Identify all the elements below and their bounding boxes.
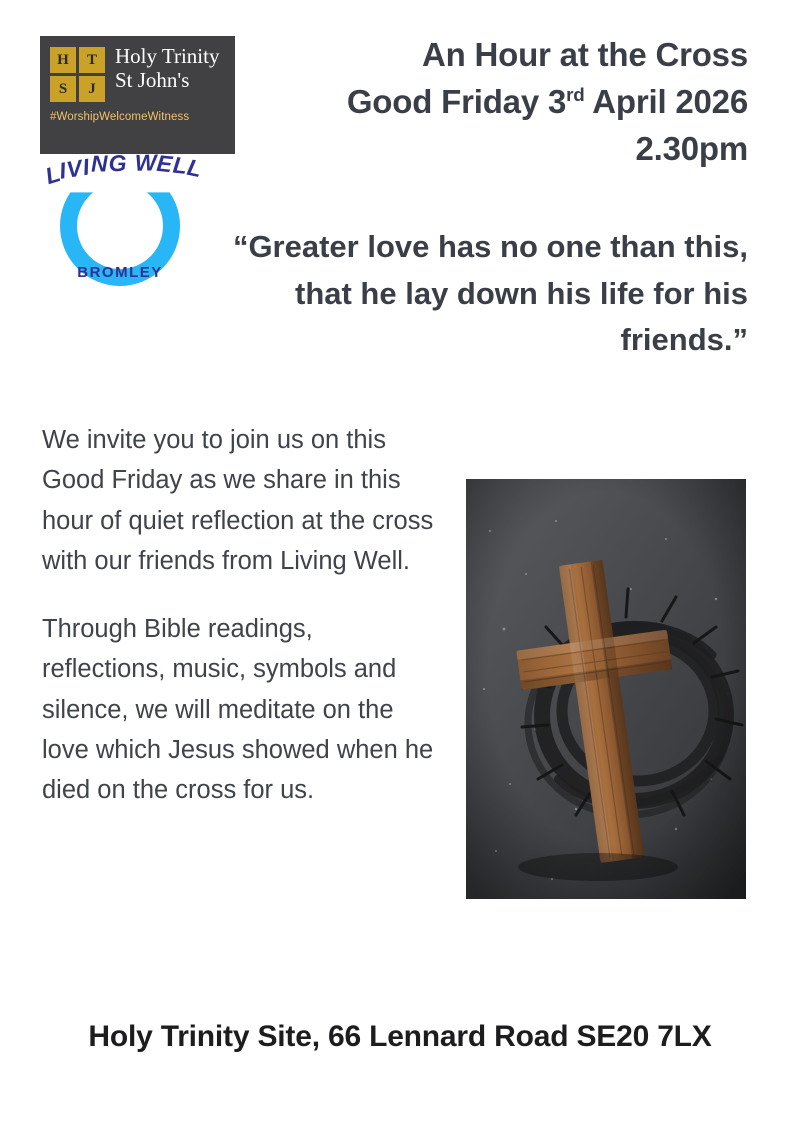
title-line-3-time: 2.30pm (635, 129, 748, 167)
venue-address: Holy Trinity Site, 66 Lennard Road SE20 7LX (88, 1020, 712, 1053)
body-paragraph-1: We invite you to join us on this Good Friday as we share in this hour of quiet reflection at the cross with our friends from Living Well. (42, 426, 434, 575)
title-date-prefix: Good Friday 3 (346, 82, 567, 120)
htsj-letter-h: H (50, 47, 76, 73)
poster-title (228, 32, 748, 173)
htsj-letter-j: J (79, 76, 105, 102)
body-paragraph-2: Through Bible readings, reflections, music, symbols and silence, we will meditate on the love which Jesus showed when he died on the cross for us. (42, 615, 434, 805)
htsj-hashtag: #WorshipWelcomeWitness (50, 111, 190, 123)
title-date-suffix: April 2026 (584, 82, 748, 120)
holy-trinity-st-johns-logo (40, 36, 235, 154)
title-date-ordinal: rd (566, 83, 585, 105)
htsj-letter-grid (50, 47, 105, 102)
living-well-bromley-logo (42, 149, 205, 292)
scripture-quote: “Greater love has no one than this, that he lay down his life for his friends.” (232, 229, 748, 357)
htsj-church-name (115, 44, 219, 92)
title-line-2 (228, 79, 748, 126)
htsj-name-line1: Holy Trinity (115, 44, 220, 68)
body-copy (42, 420, 437, 811)
cross-and-thorns-photo (466, 479, 746, 899)
htsj-name-line2: St John's (115, 68, 190, 93)
htsj-letter-t: T (79, 47, 105, 73)
living-well-location: BROMLEY (77, 264, 163, 281)
logo-top-row (50, 44, 225, 102)
htsj-letter-s: S (50, 76, 76, 102)
living-well-wordmark: LIVING WELL (42, 149, 205, 190)
title-line-1: An Hour at the Cross (421, 36, 748, 73)
